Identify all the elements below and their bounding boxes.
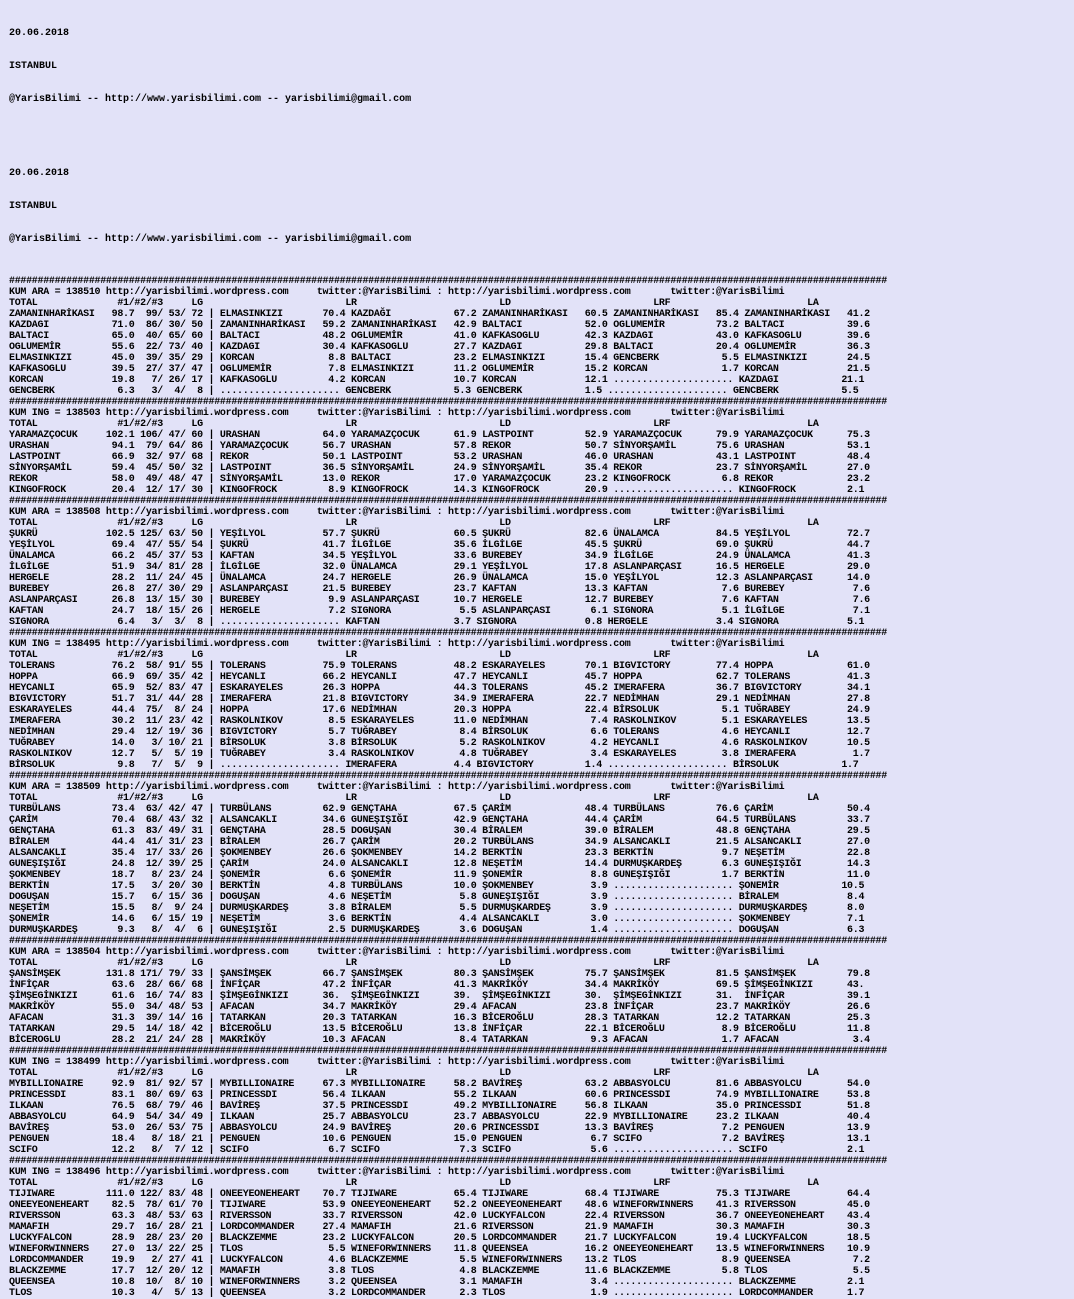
race-header-line: KUM ING = 138499 http://yarisbilimi.wordpress.com twitter:@YarisBilimi : http://yarisbilimi.wordpress.com twitter:@YarisBilimi [9, 1057, 785, 1068]
race-section [9, 276, 1074, 397]
separator-line: ########################################################################################################################################################## [9, 628, 887, 639]
header-block-1 [9, 6, 1074, 127]
table-row: ŞUKRÜ 102.5 125/ 63/ 50 | YEŞİLYOL 57.7 ŞUKRÜ 60.5 ŞUKRÜ 82.6 ÜNALAMCA 84.5 YEŞİLYOL 72.7 [9, 529, 870, 540]
report-city: ISTANBUL [9, 201, 58, 212]
table-row: MAKRİKÖY 55.0 34/ 48/ 53 | AFACAN 34.7 MAKRİKÖY 29.4 AFACAN 23.8 İNFİÇAR 23.7 MAKRİKÖY 26.6 [9, 1002, 870, 1013]
race-section [9, 1156, 1074, 1299]
separator-line: ########################################################################################################################################################## [9, 1046, 887, 1057]
table-row: ÇARİM 70.4 68/ 43/ 32 | ALSANCAKLI 34.6 GUNEŞIŞIĞI 42.9 GENÇTAHA 44.4 ÇARİM 64.5 TURBÜLANS 33.7 [9, 815, 870, 826]
table-row: BUREBEY 26.8 27/ 30/ 29 | ASLANPARÇASI 21.5 BUREBEY 23.7 KAFTAN 13.3 KAFTAN 7.6 BUREBEY 7.6 [9, 584, 870, 595]
table-row: REKOR 58.0 49/ 48/ 47 | SİNYORŞAMİL 13.0 REKOR 17.0 YARAMAZÇOCUK 23.2 KINGOFROCK 6.8 REKOR 23.2 [9, 474, 870, 485]
report-date: 20.06.2018 [9, 168, 70, 179]
race-header-line: KUM ING = 138496 http://yarisbilimi.wordpress.com twitter:@YarisBilimi : http://yarisbilimi.wordpress.com twitter:@YarisBilimi [9, 1167, 785, 1178]
separator-line: ########################################################################################################################################################## [9, 397, 887, 408]
table-row: BIGVICTORY 51.7 31/ 44/ 28 | IMERAFERA 21.8 BIGVICTORY 34.9 IMERAFERA 22.7 NEDİMHAN 29.1 NEDİMHAN 27.8 [9, 694, 870, 705]
race-section [9, 936, 1074, 1046]
table-row: TIJIWARE 111.0 122/ 83/ 48 | ONEEYEONEHEART 70.7 TIJIWARE 65.4 TIJIWARE 68.4 TIJIWARE 75.3 TIJIWARE 64.4 [9, 1189, 870, 1200]
table-row: BİRALEM 44.4 41/ 31/ 23 | BİRALEM 26.7 ÇARİM 20.2 TURBÜLANS 34.9 ALSANCAKLI 21.5 ALSANCAKLI 27.0 [9, 837, 870, 848]
table-row: İNFİÇAR 63.6 28/ 66/ 68 | İNFİÇAR 47.2 İNFİÇAR 41.3 MAKRİKÖY 34.4 MAKRİKÖY 69.5 ŞİMŞEGİNKIZI 43. [9, 980, 865, 991]
table-row: LORDCOMMANDER 19.9 2/ 27/ 41 | LUCKYFALCON 4.6 BLACKZEMME 5.5 WINEFORWINNERS 13.2 TLOS 8.9 QUEENSEA 7.2 [9, 1255, 870, 1266]
race-header-line: KUM ARA = 138509 http://yarisbilimi.wordpress.com twitter:@YarisBilimi : http://yarisbilimi.wordpress.com twitter:@YarisBilimi [9, 782, 785, 793]
table-row: OGLUMEMİR 55.6 22/ 73/ 40 | KAZDAGI 30.4 KAFKASOGLU 27.7 KAZDAGI 29.8 BALTACI 20.4 OGLUMEMİR 36.3 [9, 342, 870, 353]
table-row: YARAMAZÇOCUK 102.1 106/ 47/ 60 | URASHAN 64.0 YARAMAZÇOCUK 61.9 LASTPOINT 52.9 YARAMAZÇOCUK 79.9 YARAMAZÇOCUK 75.3 [9, 430, 870, 441]
table-row: BALTACI 65.0 40/ 65/ 60 | BALTACI 48.2 OGLUMEMİR 41.0 KAFKASOGLU 42.3 KAZDAGI 43.0 KAFKASOGLU 39.6 [9, 331, 870, 342]
race-section [9, 496, 1074, 628]
table-row: WINEFORWINNERS 27.0 13/ 22/ 25 | TLOS 5.5 WINEFORWINNERS 11.8 QUEENSEA 16.2 ONEEYEONEHEART 13.5 WINEFORWINNERS 10.9 [9, 1244, 870, 1255]
race-header-line: KUM ING = 138495 http://yarisbilimi.wordpress.com twitter:@YarisBilimi : http://yarisbilimi.wordpress.com twitter:@YarisBilimi [9, 639, 785, 650]
separator-line: ########################################################################################################################################################## [9, 276, 887, 287]
table-row: LASTPOINT 66.9 32/ 97/ 68 | REKOR 50.1 LASTPOINT 53.2 URASHAN 46.0 URASHAN 43.1 LASTPOINT 48.4 [9, 452, 870, 463]
table-row: BİCEROGLU 28.2 21/ 24/ 28 | MAKRİKÖY 10.3 AFACAN 8.4 TATARKAN 9.3 AFACAN 1.7 AFACAN 3.4 [9, 1035, 870, 1046]
table-row: MYBILLIONAIRE 92.9 81/ 92/ 57 | MYBILLIONAIRE 67.3 MYBILLIONAIRE 58.2 BAVİREŞ 63.2 ABBASYOLCU 81.6 ABBASYOLCU 54.0 [9, 1079, 870, 1090]
table-row: HEYCANLI 65.9 52/ 83/ 47 | ESKARAYELES 26.3 HOPPA 44.3 TOLERANS 45.2 IMERAFERA 36.7 BIGVICTORY 34.1 [9, 683, 870, 694]
table-row: NEDİMHAN 29.4 12/ 19/ 36 | BIGVICTORY 5.7 TUĞRABEY 8.4 BİRSOLUK 6.6 TOLERANS 4.6 HEYCANLI 12.7 [9, 727, 870, 738]
column-header-line: TOTAL #1/#2/#3 LG LR LD LRF LA [9, 958, 819, 969]
table-row: KAFTAN 24.7 18/ 15/ 26 | HERGELE 7.2 SIGNORA 5.5 ASLANPARÇASI 6.1 SIGNORA 5.1 İLGİLGE 7.1 [9, 606, 870, 617]
table-row: KINGOFROCK 20.4 12/ 17/ 30 | KINGOFROCK 8.9 KINGOFROCK 14.3 KINGOFROCK 20.9 ..................... KINGOFROCK 2.1 [9, 485, 865, 496]
table-row: PRINCESSDI 83.1 80/ 69/ 63 | PRINCESSDI 56.4 ILKAAN 55.2 ILKAAN 60.6 PRINCESSDI 74.9 MYBILLIONAIRE 53.8 [9, 1090, 870, 1101]
separator-line: ########################################################################################################################################################## [9, 771, 887, 782]
table-row: TUĞRABEY 14.0 3/ 10/ 21 | BİRSOLUK 3.8 BİRSOLUK 5.2 RASKOLNIKOV 4.2 HEYCANLI 4.6 RASKOLNIKOV 10.5 [9, 738, 870, 749]
table-row: ABBASYOLCU 64.9 54/ 34/ 49 | ILKAAN 25.7 ABBASYOLCU 23.7 ABBASYOLCU 22.9 MYBILLIONAIRE 23.2 ILKAAN 40.4 [9, 1112, 870, 1123]
table-row: AFACAN 31.3 39/ 14/ 16 | TATARKAN 20.3 TATARKAN 16.3 BİCEROĞLU 28.3 TATARKAN 12.2 TATARKAN 25.3 [9, 1013, 870, 1024]
table-row: ŞONEMİR 14.6 6/ 15/ 19 | NEŞETİM 3.6 BERKTİN 4.4 ALSANCAKLI 3.0 ..................... ŞOKMENBEY 7.1 [9, 914, 865, 925]
report-contact: @YarisBilimi -- http://www.yarisbilimi.com -- yarisbilimi@gmail.com [9, 94, 412, 105]
separator-line: ########################################################################################################################################################## [9, 936, 887, 947]
table-row: HOPPA 66.9 69/ 35/ 42 | HEYCANLI 66.2 HEYCANLI 47.7 HEYCANLI 45.7 HOPPA 62.7 TOLERANS 41.3 [9, 672, 870, 683]
table-row: ASLANPARÇASI 26.8 13/ 15/ 30 | BUREBEY 9.9 ASLANPARÇASI 10.7 HERGELE 12.7 BUREBEY 7.6 KAFTAN 7.6 [9, 595, 870, 606]
table-row: ŞİMŞEGİNKIZI 61.6 16/ 74/ 83 | ŞİMŞEGİNKIZI 36. ŞİMŞEGİNKIZI 39. ŞİMŞEGİNKIZI 30. ŞİMŞEGİNKIZI 31. İNFİÇAR 39.1 [9, 991, 870, 1002]
table-row: ALSANCAKLI 35.4 17/ 33/ 26 | ŞOKMENBEY 26.6 ŞOKMENBEY 14.2 BERKTİN 23.3 BERKTİN 9.7 NEŞETİM 22.8 [9, 848, 870, 859]
table-row: ÜNALAMCA 66.2 45/ 37/ 53 | KAFTAN 34.5 YEŞİLYOL 33.6 BUREBEY 34.9 İLGİLGE 24.9 ÜNALAMCA 41.3 [9, 551, 870, 562]
table-row: KAZDAGI 71.0 86/ 30/ 50 | ZAMANINHARİKASI 59.2 ZAMANINHARİKASI 42.9 BALTACI 52.0 OGLUMEMİR 73.2 BALTACI 39.6 [9, 320, 870, 331]
race-section [9, 1046, 1074, 1156]
table-row: ONEEYEONEHEART 82.5 78/ 61/ 70 | TIJIWARE 53.9 ONEEYEONEHEART 52.2 ONEEYEONEHEART 48.6 WINEFORWINNERS 41.3 RIVERSSON 45.0 [9, 1200, 870, 1211]
table-row: BERKTİN 17.5 3/ 20/ 30 | BERKTİN 4.8 TURBÜLANS 10.0 ŞOKMENBEY 3.9 ..................... ŞONEMİR 10.5 [9, 881, 865, 892]
table-row: ŞANSİMŞEK 131.8 171/ 79/ 33 | ŞANSİMŞEK 66.7 ŞANSİMŞEK 80.3 ŞANSİMŞEK 75.7 ŞANSİMŞEK 81.5 ŞANSİMŞEK 79.8 [9, 969, 870, 980]
race-header-line: KUM ARA = 138504 http://yarisbilimi.wordpress.com twitter:@YarisBilimi : http://yarisbilimi.wordpress.com twitter:@YarisBilimi [9, 947, 785, 958]
column-header-line: TOTAL #1/#2/#3 LG LR LD LRF LA [9, 793, 819, 804]
table-row: ELMASINKIZI 45.0 39/ 35/ 29 | KORCAN 8.8 BALTACI 23.2 ELMASINKIZI 15.4 GENCBERK 5.5 ELMASINKIZI 24.5 [9, 353, 870, 364]
race-header-line: KUM ARA = 138508 http://yarisbilimi.wordpress.com twitter:@YarisBilimi : http://yarisbilimi.wordpress.com twitter:@YarisBilimi [9, 507, 785, 518]
table-row: DURMUŞKARDEŞ 9.3 8/ 4/ 6 | GUNEŞIŞIĞI 2.5 DURMUŞKARDEŞ 3.6 DOGUŞAN 1.4 ..................... DOGUŞAN 6.3 [9, 925, 865, 936]
table-row: TURBÜLANS 73.4 63/ 42/ 47 | TURBÜLANS 62.9 GENÇTAHA 67.5 ÇARİM 48.4 TURBÜLANS 76.6 ÇARİM 50.4 [9, 804, 870, 815]
table-row: SİNYORŞAMİL 59.4 45/ 50/ 32 | LASTPOINT 36.5 SİNYORŞAMİL 24.9 SİNYORŞAMİL 35.4 REKOR 23.7 SİNYORŞAMİL 27.0 [9, 463, 870, 474]
race-section [9, 771, 1074, 936]
table-row: BLACKZEMME 17.7 12/ 20/ 12 | MAMAFIH 3.8 TLOS 4.8 BLACKZEMME 11.6 BLACKZEMME 5.8 TLOS 5.5 [9, 1266, 870, 1277]
table-row: HERGELE 28.2 11/ 24/ 45 | ÜNALAMCA 24.7 HERGELE 26.9 ÜNALAMCA 15.0 YEŞİLYOL 12.3 ASLANPARÇASI 14.0 [9, 573, 870, 584]
table-row: MAMAFIH 29.7 16/ 28/ 21 | LORDCOMMANDER 27.4 MAMAFIH 21.6 RIVERSSON 21.9 MAMAFIH 30.3 MAMAFIH 30.3 [9, 1222, 870, 1233]
report-city: ISTANBUL [9, 61, 58, 72]
table-row: GENÇTAHA 61.3 83/ 49/ 31 | GENÇTAHA 28.5 DOGUŞAN 30.4 BİRALEM 39.0 BİRALEM 48.8 GENÇTAHA 29.5 [9, 826, 870, 837]
table-row: SIGNORA 6.4 3/ 3/ 8 | ..................... KAFTAN 3.7 SIGNORA 0.8 HERGELE 3.4 SIGNORA 5.1 [9, 617, 865, 628]
table-row: RIVERSSON 63.3 48/ 53/ 63 | RIVERSSON 33.7 RIVERSSON 42.0 LUCKYFALCON 22.4 RIVERSSON 36.7 ONEEYEONEHEART 43.4 [9, 1211, 870, 1222]
report-date: 20.06.2018 [9, 28, 70, 39]
table-row: ZAMANINHARİKASI 98.7 99/ 53/ 72 | ELMASINKIZI 70.4 KAZDAĞI 67.2 ZAMANINHARİKASI 60.5 ZAMANINHARİKASI 85.4 ZAMANINHARİKASI 41.2 [9, 309, 870, 320]
table-row: GENCBERK 6.3 3/ 4/ 8 | ..................... GENCBERK 5.3 GENCBERK 1.5 ..................... GENCBERK 5.5 [9, 386, 859, 397]
table-row: TLOS 10.3 4/ 5/ 13 | QUEENSEA 3.2 LORDCOMMANDER 2.3 TLOS 1.9 ..................... LORDCOMMANDER 1.7 [9, 1288, 865, 1299]
header-spacer [9, 127, 1074, 146]
table-row: BAVİREŞ 53.0 26/ 53/ 75 | ABBASYOLCU 24.9 BAVİREŞ 20.6 PRINCESSDI 13.3 BAVİREŞ 7.2 PENGUEN 13.9 [9, 1123, 870, 1134]
report-contact: @YarisBilimi -- http://www.yarisbilimi.com -- yarisbilimi@gmail.com [9, 234, 412, 245]
column-header-line: TOTAL #1/#2/#3 LG LR LD LRF LA [9, 298, 819, 309]
table-row: RASKOLNIKOV 12.7 5/ 5/ 19 | TUĞRABEY 3.4 RASKOLNIKOV 4.8 TUĞRABEY 3.4 ESKARAYELES 3.8 IMERAFERA 1.7 [9, 749, 870, 760]
table-row: IMERAFERA 30.2 11/ 23/ 42 | RASKOLNIKOV 8.5 ESKARAYELES 11.0 NEDİMHAN 7.4 RASKOLNIKOV 5.1 ESKARAYELES 13.5 [9, 716, 870, 727]
table-row: KORCAN 19.8 7/ 26/ 17 | KAFKASOGLU 4.2 KORCAN 10.7 KORCAN 12.1 ..................... KAZDAGI 21.1 [9, 375, 865, 386]
separator-line: ########################################################################################################################################################## [9, 1156, 887, 1167]
table-row: YEŞİLYOL 69.4 47/ 55/ 54 | ŞUKRÜ 41.7 İLGİLGE 35.6 İLGİLGE 45.5 ŞUKRÜ 69.0 ŞUKRÜ 44.7 [9, 540, 870, 551]
race-section [9, 397, 1074, 496]
column-header-line: TOTAL #1/#2/#3 LG LR LD LRF LA [9, 419, 819, 430]
table-row: PENGUEN 18.4 8/ 18/ 21 | PENGUEN 10.6 PENGUEN 15.0 PENGUEN 6.7 SCIFO 7.2 BAVİREŞ 13.1 [9, 1134, 870, 1145]
column-header-line: TOTAL #1/#2/#3 LG LR LD LRF LA [9, 518, 819, 529]
table-row: ŞOKMENBEY 18.7 8/ 23/ 24 | ŞONEMİR 6.6 ŞONEMİR 11.9 ŞONEMİR 8.8 GUNEŞIŞIĞI 1.7 BERKTİN 11.0 [9, 870, 870, 881]
table-row: ILKAAN 76.5 68/ 79/ 46 | BAVİREŞ 37.5 PRINCESSDI 49.2 MYBILLIONAIRE 56.8 ILKAAN 35.0 PRINCESSDI 51.8 [9, 1101, 870, 1112]
table-row: GUNEŞIŞIĞI 24.8 12/ 39/ 25 | ÇARİM 24.0 ALSANCAKLI 12.8 NEŞETİM 14.4 DURMUŞKARDEŞ 6.3 GUNEŞIŞIĞI 14.3 [9, 859, 870, 870]
race-header-line: KUM ING = 138503 http://yarisbilimi.wordpress.com twitter:@YarisBilimi : http://yarisbilimi.wordpress.com twitter:@YarisBilimi [9, 408, 785, 419]
column-header-line: TOTAL #1/#2/#3 LG LR LD LRF LA [9, 1178, 819, 1189]
table-row: NEŞETİM 15.5 8/ 9/ 24 | DURMUŞKARDEŞ 3.8 BİRALEM 5.5 DURMUŞKARDEŞ 3.9 ..................... DURMUŞKARDEŞ 8.0 [9, 903, 865, 914]
race-sections [9, 276, 1074, 1299]
table-row: SCIFO 12.2 8/ 7/ 12 | SCIFO 6.7 SCIFO 7.3 SCIFO 5.6 ..................... SCIFO 2.1 [9, 1145, 865, 1156]
column-header-line: TOTAL #1/#2/#3 LG LR LD LRF LA [9, 650, 819, 661]
table-row: URASHAN 94.1 79/ 64/ 86 | YARAMAZÇOCUK 56.7 URASHAN 57.8 REKOR 50.7 SİNYORŞAMİL 75.6 URASHAN 53.1 [9, 441, 870, 452]
separator-line: ########################################################################################################################################################## [9, 496, 887, 507]
table-row: QUEENSEA 10.8 10/ 8/ 10 | WINEFORWINNERS 3.2 QUEENSEA 3.1 MAMAFIH 3.4 ..................... BLACKZEMME 2.1 [9, 1277, 865, 1288]
table-row: DOGUŞAN 15.7 6/ 15/ 36 | DOGUŞAN 4.6 NEŞETİM 5.8 GUNEŞIŞIĞI 3.9 ..................... BİRALEM 8.4 [9, 892, 865, 903]
header-block-2 [9, 146, 1074, 267]
table-row: BİRSOLUK 9.8 7/ 5/ 9 | ..................... IMERAFERA 4.4 BIGVICTORY 1.4 ..................... BİRSOLUK 1.7 [9, 760, 859, 771]
race-header-line: KUM ARA = 138510 http://yarisbilimi.wordpress.com twitter:@YarisBilimi : http://yarisbilimi.wordpress.com twitter:@YarisBilimi [9, 287, 785, 298]
table-row: LUCKYFALCON 28.9 28/ 23/ 20 | BLACKZEMME 23.2 LUCKYFALCON 20.5 LORDCOMMANDER 21.7 LUCKYFALCON 19.4 LUCKYFALCON 18.5 [9, 1233, 870, 1244]
table-row: ESKARAYELES 44.4 75/ 8/ 24 | HOPPA 17.6 NEDİMHAN 20.3 HOPPA 22.4 BİRSOLUK 5.1 TUĞRABEY 24.9 [9, 705, 870, 716]
race-section [9, 628, 1074, 771]
table-row: İLGİLGE 51.9 34/ 81/ 28 | İLGİLGE 32.0 ÜNALAMCA 29.1 YEŞİLYOL 17.8 ASLANPARÇASI 16.5 HERGELE 29.0 [9, 562, 870, 573]
table-row: TATARKAN 29.5 14/ 18/ 42 | BİCEROĞLU 13.5 BİCEROĞLU 13.8 İNFİÇAR 22.1 BİCEROĞLU 8.9 BİCEROĞLU 11.8 [9, 1024, 870, 1035]
table-row: TOLERANS 76.2 58/ 91/ 55 | TOLERANS 75.9 TOLERANS 48.2 ESKARAYELES 70.1 BIGVICTORY 77.4 HOPPA 61.0 [9, 661, 870, 672]
table-row: KAFKASOGLU 39.5 27/ 37/ 47 | OGLUMEMİR 7.8 ELMASINKIZI 11.2 OGLUMEMİR 15.2 KORCAN 1.7 KORCAN 21.5 [9, 364, 870, 375]
column-header-line: TOTAL #1/#2/#3 LG LR LD LRF LA [9, 1068, 819, 1079]
